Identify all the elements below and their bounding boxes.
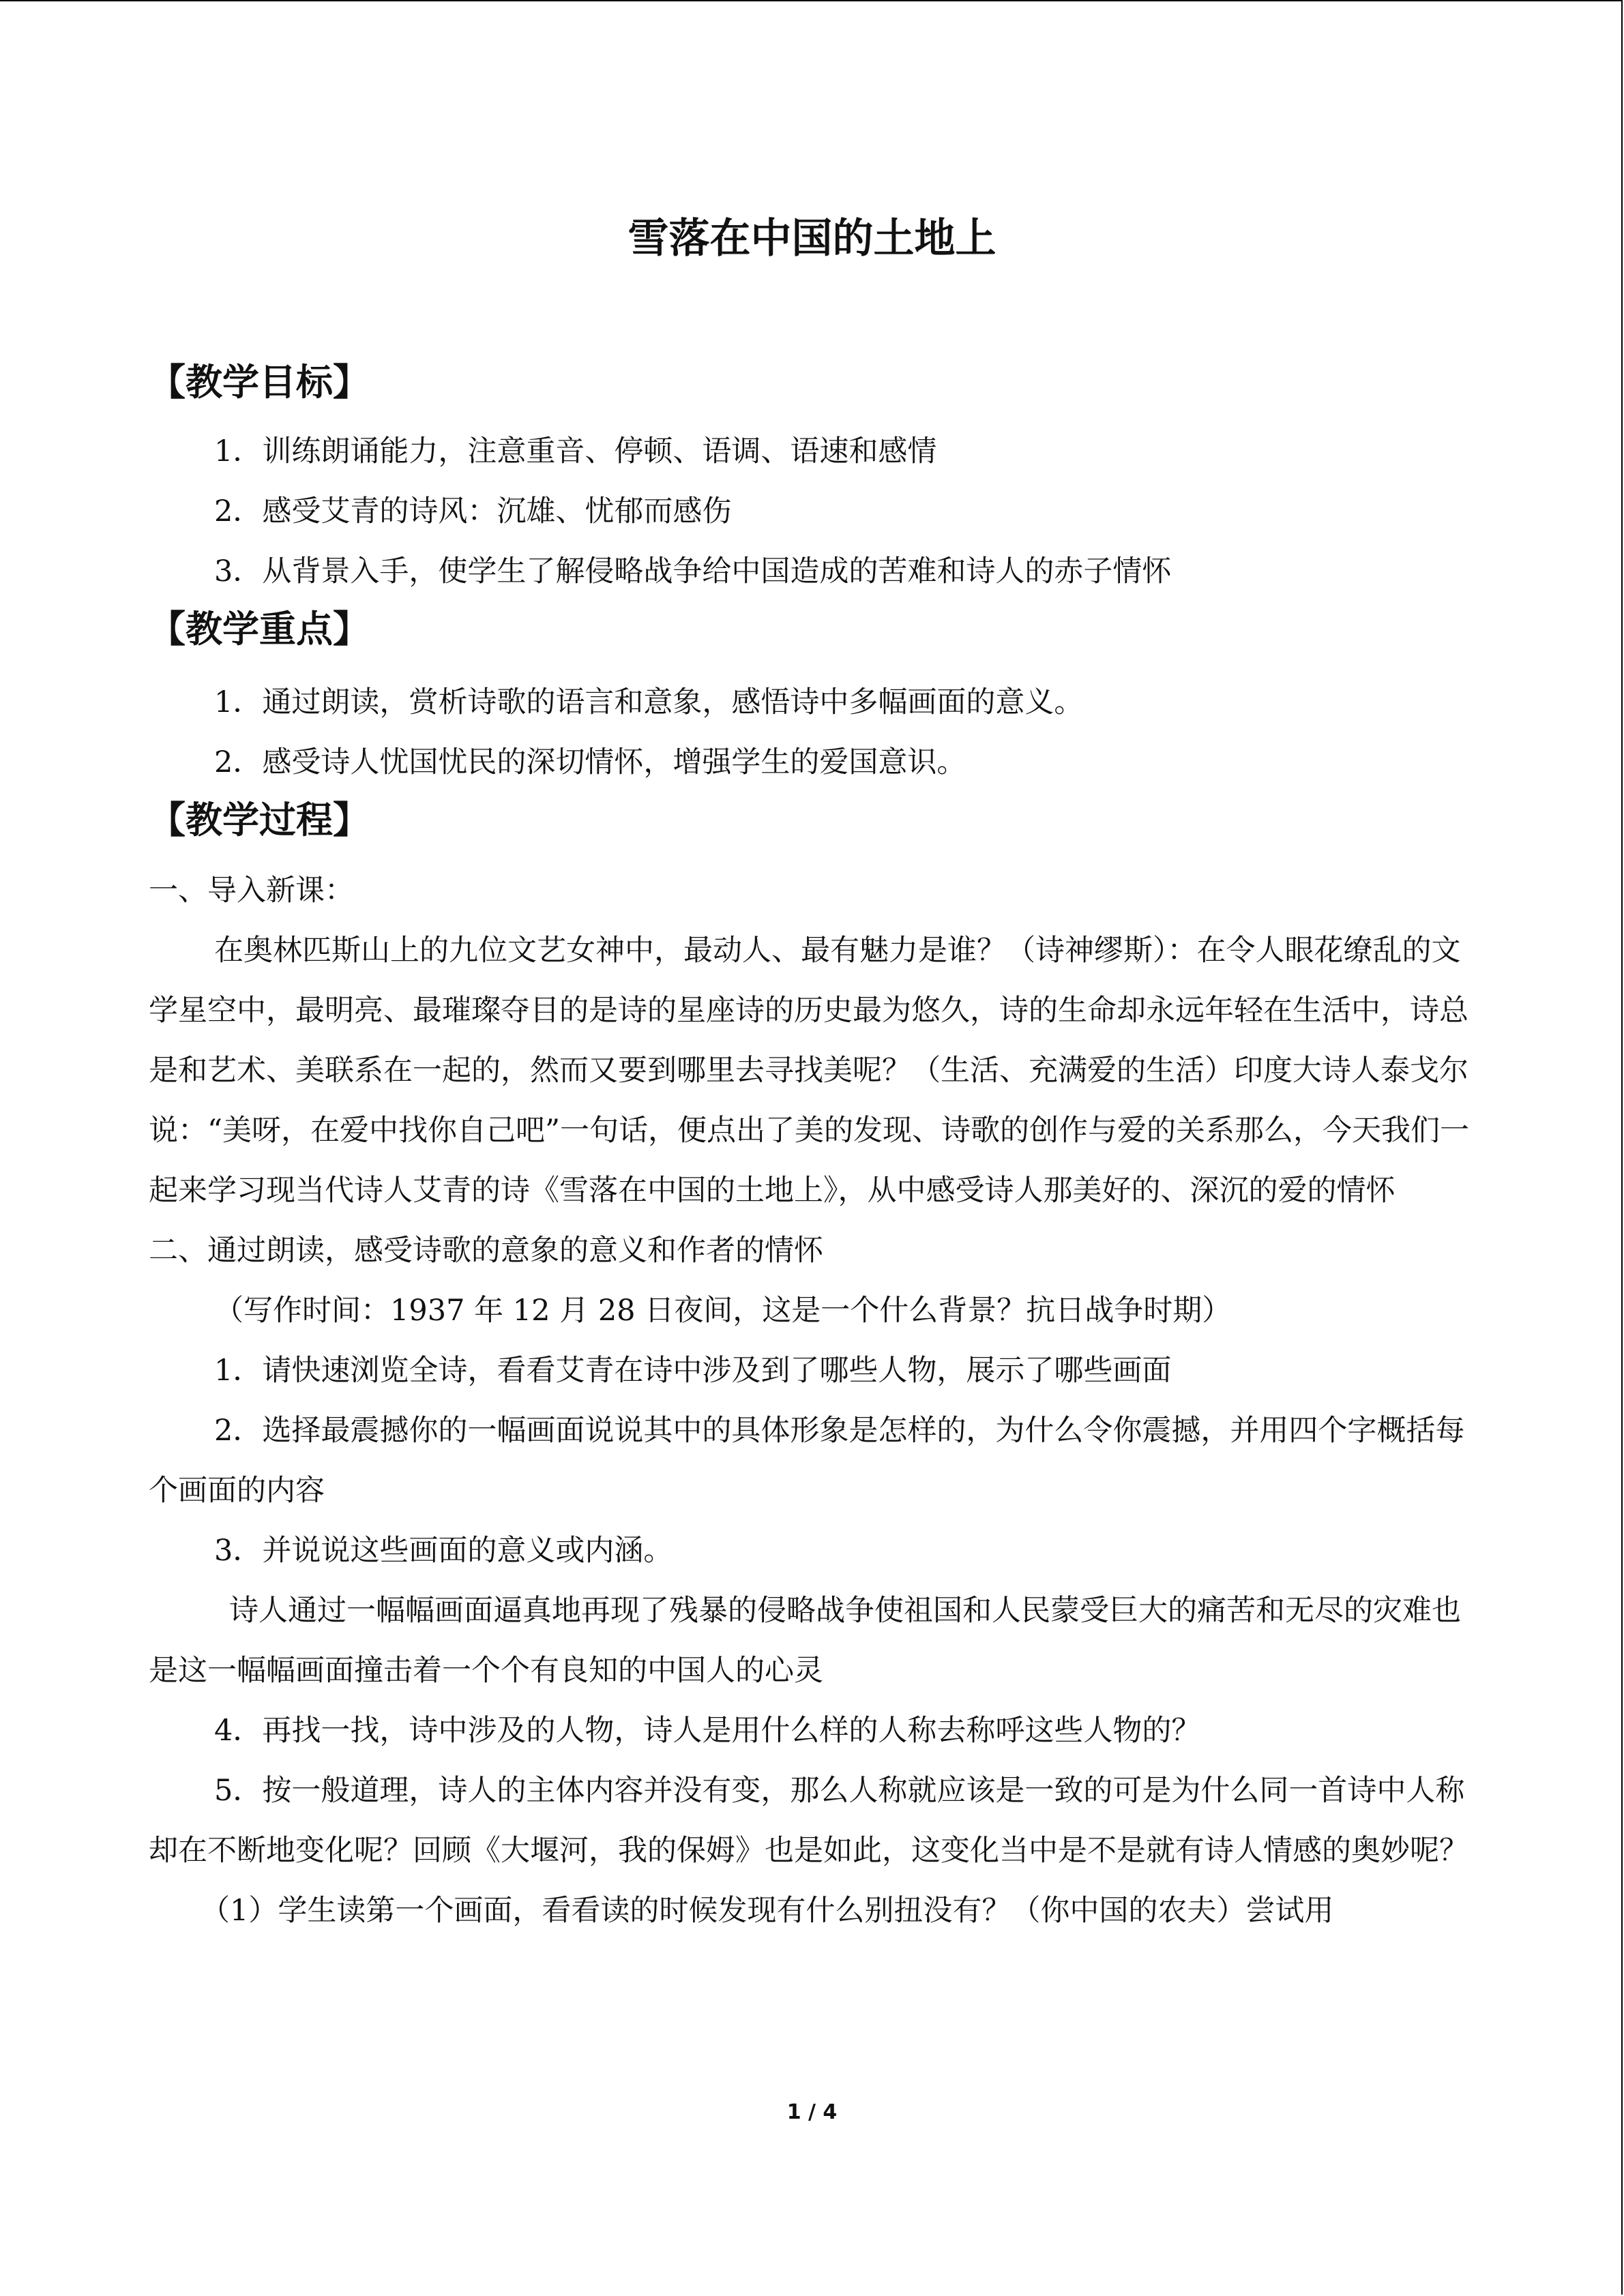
key-point-item: 1．通过朗读，赏析诗歌的语言和意象，感悟诗中多幅画面的意义。 — [214, 685, 1084, 719]
writing-time-note: （写作时间：1937 年 12 月 28 日夜间，这是一个什么背景？抗日战争时期） — [214, 1294, 1232, 1328]
key-points-section — [149, 604, 1472, 792]
question-item: 3．并说说这些画面的意义或内涵。 — [214, 1534, 673, 1568]
question-item: 5．按一般道理，诗人的主体内容并没有变，那么人称就应该是一致的可是为什么同一首诗中人称却在不断地变化呢？回顾《大堰河，我的保姆》也是如此，这变化当中是不是就有诗人情感的奥妙呢？ — [149, 1774, 1468, 1868]
question-item: 1．请快速浏览全诗，看看艾青在诗中涉及到了哪些人物，展示了哪些画面 — [214, 1354, 1172, 1388]
page-number: 1 / 4 — [786, 2100, 838, 2124]
sub-question-item: （1）学生读第一个画面，看看读的时候发现有什么别扭没有？（你中国的农夫）尝试用 — [201, 1894, 1334, 1928]
question-item: 2．选择最震撼你的一幅画面说说其中的具体形象是怎样的，为什么令你震撼，并用四个字概括每个画面的内容 — [149, 1414, 1465, 1508]
key-point-item: 2．感受诗人忧国忧民的深切情怀，增强学生的爱国意识。 — [214, 745, 966, 779]
question-item: 4．再找一找，诗中涉及的人物，诗人是用什么样的人称去称呼这些人物的？ — [214, 1714, 1201, 1748]
objective-item: 3．从背景入手，使学生了解侵略战争给中国造成的苦难和诗人的赤子情怀 — [214, 554, 1172, 588]
key-points-heading: 【教学重点】 — [149, 607, 370, 651]
step-title: 二、通过朗读，感受诗歌的意象的意义和作者的情怀 — [149, 1234, 823, 1268]
process-section — [149, 795, 1472, 1941]
objectives-section — [149, 357, 1472, 601]
document-body — [149, 357, 1472, 1941]
document-title: 雪落在中国的土地上 — [628, 215, 996, 263]
objective-item: 2．感受艾青的诗风：沉雄、忧郁而感伤 — [214, 494, 732, 528]
process-heading: 【教学过程】 — [149, 798, 370, 841]
intro-paragraph: 在奥林匹斯山上的九位文艺女神中，最动人、最有魅力是谁？（诗神缪斯）：在令人眼花缭乱的文学星空中，最明亮、最璀璨夺目的是诗的星座诗的历史最为悠久，诗的生命却永远年轻在生活中，诗总是和艺术、美联系在一起的，然而又要到哪里去寻找美呢？（生活、充满爱的生活）印度大诗人泰戈尔说：“美呀，在爱中找你自己吧”一句话，便点出了美的发现、诗歌的创作与爱的关系那么，今天我们一起来学习现当代诗人艾青的诗《雪落在中国的土地上》，从中感受诗人那美好的、深沉的爱的情怀 — [149, 934, 1469, 1208]
objective-item: 1．训练朗诵能力，注意重音、停顿、语调、语速和感情 — [214, 434, 937, 468]
summary-paragraph: 诗人通过一幅幅画面逼真地再现了残暴的侵略战争使祖国和人民蒙受巨大的痛苦和无尽的灾难也是这一幅幅画面撞击着一个个有良知的中国人的心灵 — [149, 1594, 1461, 1688]
objectives-heading: 【教学目标】 — [149, 360, 370, 404]
step-title: 一、导入新课： — [149, 874, 354, 908]
